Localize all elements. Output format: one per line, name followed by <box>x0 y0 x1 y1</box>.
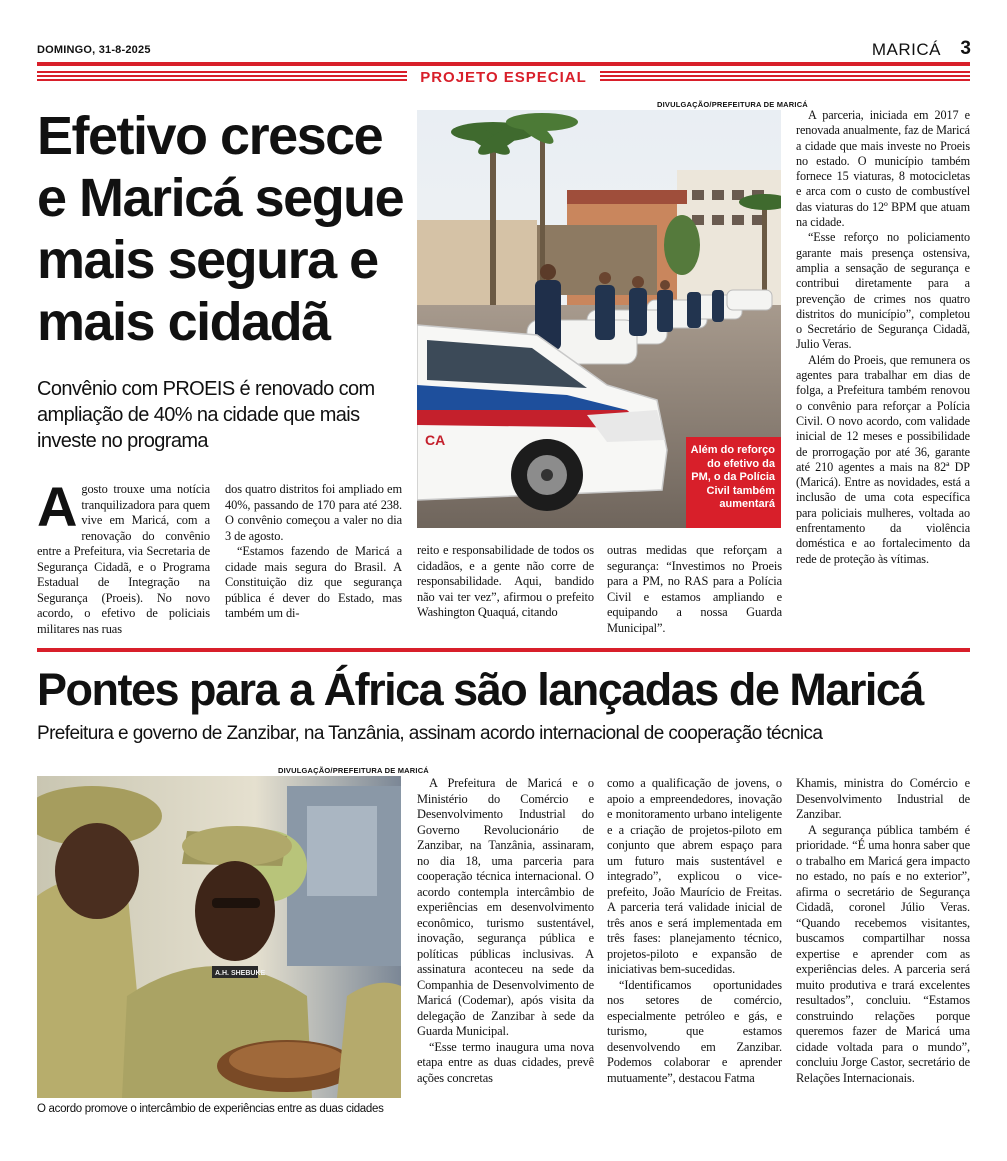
page-number: 3 <box>960 38 971 59</box>
story1-headline: Efetivo cresce e Maricá segue mais segura e mais cidadã <box>37 106 404 352</box>
story2-column-2 <box>607 776 782 1086</box>
dropcap: A <box>37 475 78 538</box>
story1-right-column <box>796 108 970 567</box>
story1-right-p3: Além do Proeis, que remunera os agentes para trabalhar em dias de folga, a Prefeitura também renovou o convênio para reforçar a Polícia Civil. O novo acordo, com validade inicial de 12 meses e possibilidade de prorrogação por até 36, garante até 210 agentes a mais na 82ª DP (Maricá). Entre as novidades, está a inclusão de uma cota específica para policiais mulheres, voltada ao enfrentamento da violência doméstica e ao fortalecimento da rede de proteção às vítimas. <box>796 352 970 566</box>
story-divider <box>37 648 970 652</box>
header-rule <box>37 62 970 66</box>
story2-deck: Prefeitura e governo de Zanzibar, na Tanzânia, assinam acordo internacional de cooperação técnica <box>37 723 823 744</box>
story1-col2-p2: “Estamos fazendo de Maricá a cidade mais segura do Brasil. A Constituição diz que segurança pública é dever do Estado, mas também um di- <box>225 544 402 620</box>
story2-col2-p1: como a qualificação de jovens, o apoio a empreendedores, inovação e monitoramento urbano inteligente e a criação de projetos-piloto em conjunto que abrem espaço para um futuro mais sustentável e integrado”, explicou o vice-prefeito, João Maurício de Freitas. A parceria terá validade inicial de três anos e será implementada em três fases: planejamento técnico, projetos-piloto e expansão de iniciativas bem-sucedidas. <box>607 776 782 976</box>
story1-column-1 <box>37 475 210 637</box>
story1-right-p2: “Esse reforço no policiamento garante mais presença ostensiva, amplia a sensação de segurança e contribui diretamente para a prevenção de crimes nos quatro distritos do município”, completou o Secretário de Segurança Cidadã, Julio Veras. <box>796 230 970 352</box>
story1-col4-p1: outras medidas que reforçam a segurança: “Investimos no Proeis para a PM, no RAS para a Polícia Civil e estamos ampliando e equipando a nossa Guarda Municipal”. <box>607 543 782 635</box>
story1-photo-caption: Além do reforço do efetivo da PM, o da Polícia Civil também aumentará <box>686 437 781 528</box>
story1-col2-p1: dos quatro distritos foi ampliado em 40%, passando de 170 para até 238. O convênio começou a valer no dia 3 de agosto. <box>225 482 402 543</box>
story2-col1-p1: A Prefeitura de Maricá e o Ministério do Comércio e Desenvolvimento Industrial do Governo Revolucionário de Zanzibar, na Tanzânia, assinaram, no dia 18, uma parceria para cooperação técnica internacional. O acordo contempla intercâmbio de experiências em desenvolvimento econômico, turismo sustentável, inovação, segurança pública e políticas públicas inclusivas. A assinatura aconteceu na sede da Companhia de Desenvolvimento de Maricá (Codemar), após visita da delegação de Zanzibar à sede da Guarda Municipal. <box>417 776 594 1038</box>
story2-column-3 <box>796 776 970 1086</box>
story1-right-p1: A parceria, iniciada em 2017 e renovada anualmente, faz de Maricá a cidade que mais investe no Proeis no estado. O município também fornece 15 viaturas, 8 motocicletas e arca com o custo de combustível das viaturas do 12º BPM que atuam na cidade. <box>796 108 970 230</box>
section-kicker: PROJETO ESPECIAL <box>407 67 600 89</box>
story2-column-1 <box>417 776 594 1086</box>
story2-headline: Pontes para a África são lançadas de Maricá <box>37 664 923 715</box>
story1-column-3 <box>417 543 594 621</box>
story1-photo-credit: DIVULGAÇÃO/PREFEITURA DE MARICÁ <box>657 100 808 109</box>
name-badge: A.H. SHEBUKE <box>215 970 266 977</box>
svg-text:CA: CA <box>425 432 446 448</box>
story2-photo-caption: O acordo promove o intercâmbio de experiências entre as duas cidades <box>37 1103 384 1115</box>
story1-column-4 <box>607 543 782 636</box>
story2-col3-p2: A segurança pública também é prioridade. “É uma honra saber que o trabalho em Maricá gera impacto no estado, no país e no exterior”, afirma o secretário de Segurança Cidadã, coronel Júlio Veras. “Quando recebemos visitantes, buscamos compartilhar nossa expertise e aprender com as experiências deles. A parceria será muito produtiva e trará excelentes resultados”, concluiu. “Estamos construindo relações porque queremos fazer de Maricá uma cidade voltada para o mundo”, concluiu Jorge Castor, secretário de Relações Internacionais. <box>796 822 970 1085</box>
delegation-illustration <box>37 776 401 1098</box>
story1-col1-text: gosto trouxe uma notícia tranquilizadora para quem vive em Maricá, com a renovação do convênio entre a Prefeitura, via Secretaria de Segurança Cidadã, e o Programa Estadual de Integração na Segurança (Proeis). No novo acordo, o efetivo de policiais militares nas ruas <box>37 482 210 636</box>
story1-col3-p1: reito e responsabilidade de todos os cidadãos, e a gente não corre de responsabilidade. Aqui, bandido não vai ter vez”, afirmou o prefeito Washington Quaquá, citando <box>417 543 594 619</box>
story2-photo-credit: DIVULGAÇÃO/PREFEITURA DE MARICÁ <box>278 766 429 775</box>
story2-photo <box>37 776 401 1098</box>
story2-col1-p2: “Esse termo inaugura uma nova etapa entre as duas cidades, prevê ações concretas <box>417 1039 594 1085</box>
section-name: MARICÁ <box>871 40 941 59</box>
issue-date: DOMINGO, 31-8-2025 <box>37 44 151 56</box>
story2-col2-p2: “Identificamos oportunidades nos setores de comércio, especialmente petróleo e gás, e turismo, que estamos desenvolvendo em Zanzibar. Podemos colaborar e aprender mutuamente”, destacou Fatma <box>607 977 782 1085</box>
story1-deck: Convênio com PROEIS é renovado com ampliação de 40% na cidade que mais investe no programa <box>37 378 375 452</box>
story2-col3-p1: Khamis, ministra do Comércio e Desenvolvimento Industrial de Zanzibar. <box>796 776 970 821</box>
story1-column-2 <box>225 482 402 622</box>
